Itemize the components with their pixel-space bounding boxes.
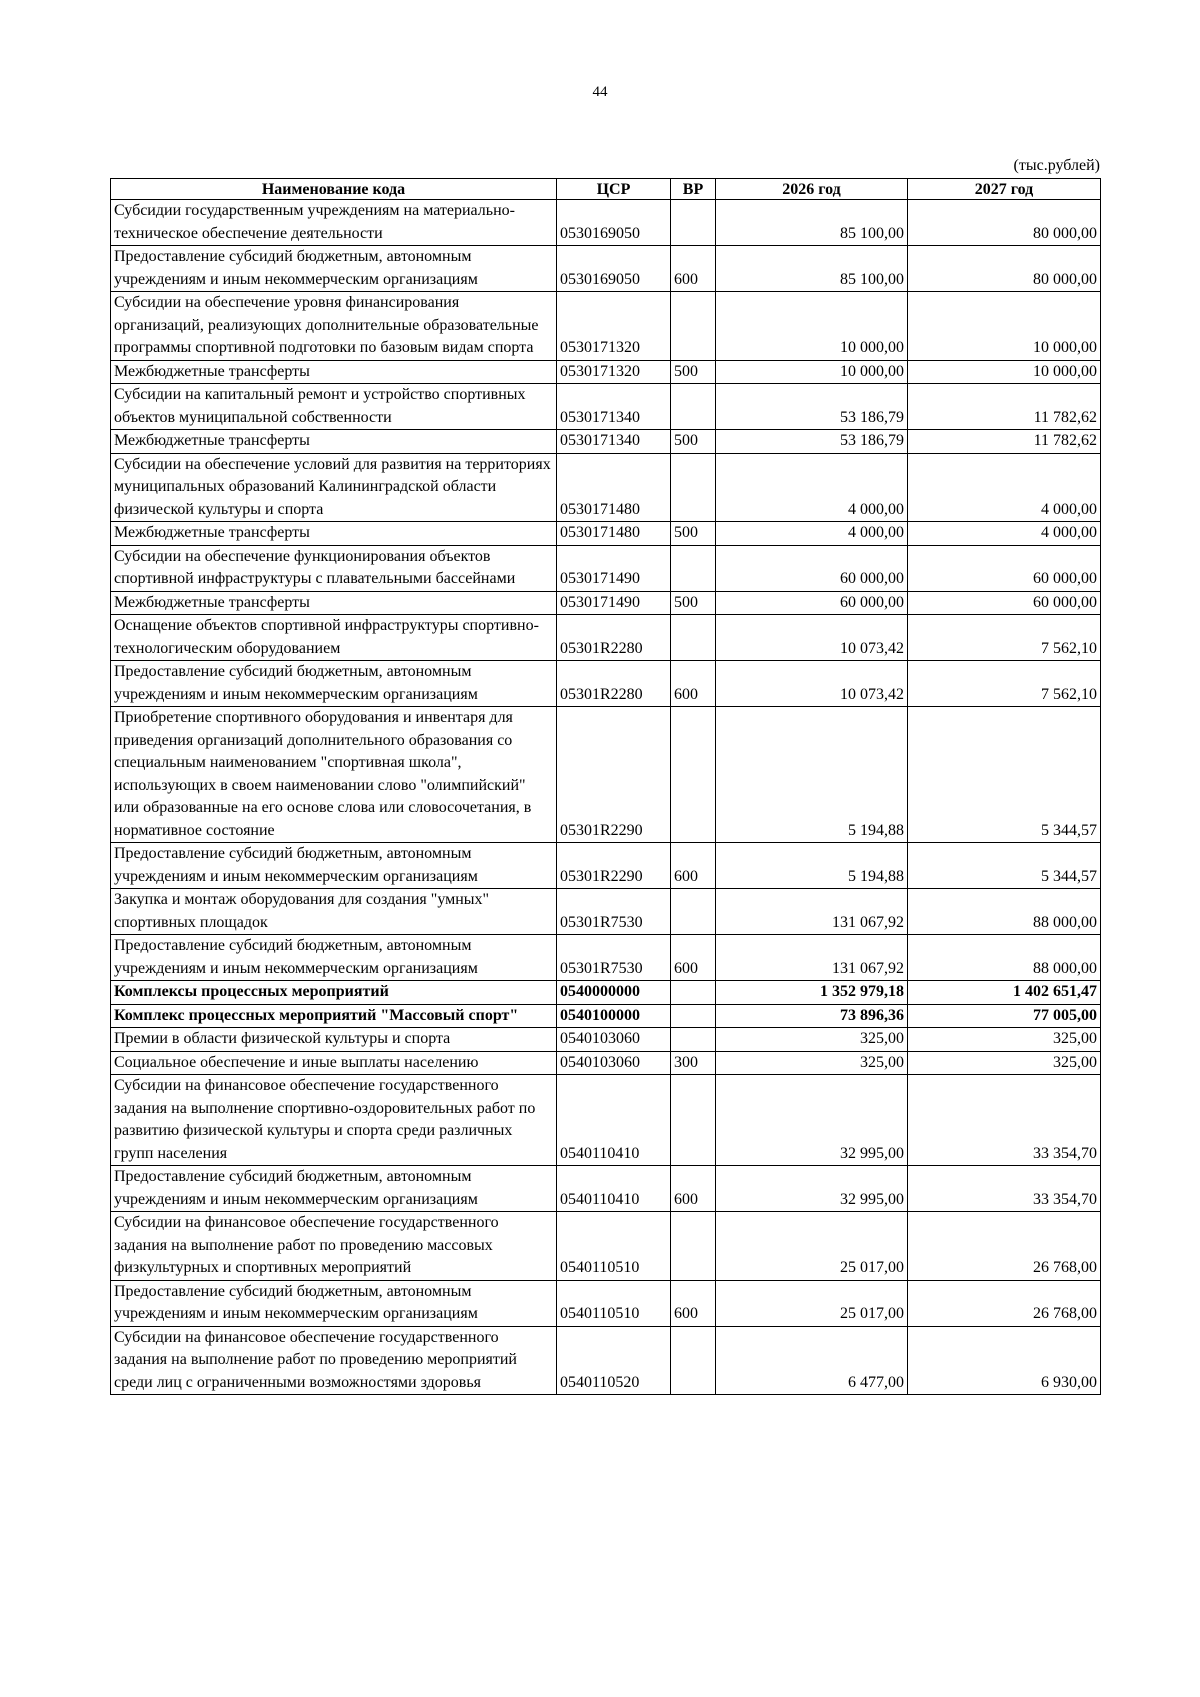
cell-name: Субсидии на обеспечение уровня финансирования организаций, реализующих дополнительные образовательные программы спортивной подготовки по базовым видам спорта	[111, 292, 557, 361]
cell-2027: 5 344,57	[908, 843, 1101, 889]
cell-csr: 05301R7530	[557, 935, 671, 981]
cell-vr	[671, 292, 716, 361]
table-row	[111, 360, 1101, 384]
cell-csr: 05301R2280	[557, 615, 671, 661]
table-row	[111, 889, 1101, 935]
cell-csr: 05301R2290	[557, 707, 671, 843]
table-header-row	[111, 179, 1101, 200]
header-name: Наименование кода	[111, 179, 557, 200]
cell-vr: 600	[671, 661, 716, 707]
table-row	[111, 981, 1101, 1005]
cell-2026: 5 194,88	[716, 843, 908, 889]
units-note: (тыс.рублей)	[1013, 157, 1100, 174]
cell-csr: 0530171490	[557, 591, 671, 615]
cell-2027: 325,00	[908, 1028, 1101, 1052]
cell-2027: 11 782,62	[908, 430, 1101, 454]
cell-2026: 25 017,00	[716, 1280, 908, 1326]
cell-2026: 131 067,92	[716, 889, 908, 935]
cell-2027: 7 562,10	[908, 661, 1101, 707]
table-row	[111, 935, 1101, 981]
cell-name: Субсидии на обеспечение условий для развития на территориях муниципальных образований Калининградской области физической культуры и спорта	[111, 453, 557, 522]
cell-2026: 5 194,88	[716, 707, 908, 843]
cell-vr	[671, 981, 716, 1005]
cell-vr: 300	[671, 1051, 716, 1075]
cell-2026: 325,00	[716, 1051, 908, 1075]
cell-csr: 0540110510	[557, 1212, 671, 1281]
cell-2027: 6 930,00	[908, 1326, 1101, 1395]
table-row	[111, 522, 1101, 546]
cell-2027: 60 000,00	[908, 591, 1101, 615]
cell-2027: 80 000,00	[908, 200, 1101, 246]
header-csr: ЦСР	[557, 179, 671, 200]
cell-csr: 0540100000	[557, 1004, 671, 1028]
cell-csr: 05301R2280	[557, 661, 671, 707]
cell-2026: 4 000,00	[716, 453, 908, 522]
cell-2027: 5 344,57	[908, 707, 1101, 843]
cell-2027: 26 768,00	[908, 1212, 1101, 1281]
cell-name: Межбюджетные трансферты	[111, 360, 557, 384]
cell-2026: 73 896,36	[716, 1004, 908, 1028]
table-row	[111, 545, 1101, 591]
cell-2026: 131 067,92	[716, 935, 908, 981]
cell-2026: 85 100,00	[716, 246, 908, 292]
cell-2026: 325,00	[716, 1028, 908, 1052]
cell-name: Субсидии на обеспечение функционирования объектов спортивной инфраструктуры с плавательными бассейнами	[111, 545, 557, 591]
table-row	[111, 1075, 1101, 1166]
cell-name: Предоставление субсидий бюджетным, автономным учреждениям и иным некоммерческим организациям	[111, 1280, 557, 1326]
cell-2027: 4 000,00	[908, 522, 1101, 546]
cell-vr: 600	[671, 935, 716, 981]
cell-csr: 0540110520	[557, 1326, 671, 1395]
cell-2026: 85 100,00	[716, 200, 908, 246]
table-body	[111, 200, 1101, 1395]
table-row	[111, 453, 1101, 522]
budget-table	[110, 178, 1101, 1395]
cell-name: Межбюджетные трансферты	[111, 522, 557, 546]
cell-name: Предоставление субсидий бюджетным, автономным учреждениям и иным некоммерческим организациям	[111, 246, 557, 292]
cell-vr: 600	[671, 1166, 716, 1212]
table-row	[111, 1326, 1101, 1395]
cell-2027: 7 562,10	[908, 615, 1101, 661]
cell-2027: 88 000,00	[908, 889, 1101, 935]
table-row	[111, 591, 1101, 615]
cell-2026: 6 477,00	[716, 1326, 908, 1395]
table-row	[111, 292, 1101, 361]
table-row	[111, 707, 1101, 843]
cell-2027: 33 354,70	[908, 1166, 1101, 1212]
cell-name: Комплексы процессных мероприятий	[111, 981, 557, 1005]
cell-name: Субсидии на финансовое обеспечение государственного задания на выполнение спортивно-оздоровительных работ по развитию физической культуры и спорта среди различных групп населения	[111, 1075, 557, 1166]
cell-2026: 10 073,42	[716, 661, 908, 707]
cell-2027: 33 354,70	[908, 1075, 1101, 1166]
table-row	[111, 1166, 1101, 1212]
cell-csr: 0540000000	[557, 981, 671, 1005]
cell-name: Предоставление субсидий бюджетным, автономным учреждениям и иным некоммерческим организациям	[111, 1166, 557, 1212]
cell-name: Предоставление субсидий бюджетным, автономным учреждениям и иным некоммерческим организациям	[111, 843, 557, 889]
cell-vr: 500	[671, 430, 716, 454]
cell-name: Премии в области физической культуры и спорта	[111, 1028, 557, 1052]
cell-vr	[671, 1028, 716, 1052]
cell-name: Приобретение спортивного оборудования и инвентаря для приведения организаций дополнительного образования со специальным наименованием "спортивная школа", использующих в своем наименовании слово "олимпийский" или образованные на его основе слова или словосочетания, в нормативное состояние	[111, 707, 557, 843]
cell-2026: 53 186,79	[716, 430, 908, 454]
cell-name: Субсидии на капитальный ремонт и устройство спортивных объектов муниципальной собственности	[111, 384, 557, 430]
cell-2026: 1 352 979,18	[716, 981, 908, 1005]
cell-vr: 600	[671, 1280, 716, 1326]
cell-2026: 60 000,00	[716, 545, 908, 591]
cell-vr: 600	[671, 246, 716, 292]
cell-csr: 0530171480	[557, 453, 671, 522]
cell-2026: 32 995,00	[716, 1075, 908, 1166]
cell-vr	[671, 889, 716, 935]
cell-2026: 25 017,00	[716, 1212, 908, 1281]
cell-2027: 88 000,00	[908, 935, 1101, 981]
cell-vr	[671, 384, 716, 430]
table-row	[111, 1051, 1101, 1075]
cell-vr	[671, 615, 716, 661]
cell-vr	[671, 707, 716, 843]
cell-csr: 0540110410	[557, 1075, 671, 1166]
cell-csr: 0540103060	[557, 1028, 671, 1052]
cell-csr: 05301R7530	[557, 889, 671, 935]
cell-2027: 325,00	[908, 1051, 1101, 1075]
cell-2026: 60 000,00	[716, 591, 908, 615]
cell-vr	[671, 200, 716, 246]
cell-csr: 0530171490	[557, 545, 671, 591]
table-row	[111, 200, 1101, 246]
cell-vr: 600	[671, 843, 716, 889]
cell-2027: 77 005,00	[908, 1004, 1101, 1028]
cell-vr	[671, 1004, 716, 1028]
cell-csr: 0530171340	[557, 384, 671, 430]
cell-vr: 500	[671, 522, 716, 546]
table-row	[111, 843, 1101, 889]
cell-csr: 0530171340	[557, 430, 671, 454]
cell-csr: 0540110410	[557, 1166, 671, 1212]
cell-name: Межбюджетные трансферты	[111, 430, 557, 454]
table-row	[111, 661, 1101, 707]
table-row	[111, 1028, 1101, 1052]
cell-name: Предоставление субсидий бюджетным, автономным учреждениям и иным некоммерческим организациям	[111, 661, 557, 707]
cell-2026: 10 000,00	[716, 292, 908, 361]
cell-csr: 0530171320	[557, 360, 671, 384]
cell-vr	[671, 1326, 716, 1395]
cell-vr: 500	[671, 360, 716, 384]
table-row	[111, 615, 1101, 661]
cell-2027: 10 000,00	[908, 292, 1101, 361]
cell-2026: 10 073,42	[716, 615, 908, 661]
cell-2027: 10 000,00	[908, 360, 1101, 384]
header-vr: ВР	[671, 179, 716, 200]
cell-vr	[671, 545, 716, 591]
table-row	[111, 246, 1101, 292]
cell-2027: 1 402 651,47	[908, 981, 1101, 1005]
page-number: 44	[592, 84, 608, 100]
cell-2027: 60 000,00	[908, 545, 1101, 591]
cell-vr	[671, 1212, 716, 1281]
table-row	[111, 430, 1101, 454]
cell-name: Социальное обеспечение и иные выплаты населению	[111, 1051, 557, 1075]
cell-2026: 4 000,00	[716, 522, 908, 546]
cell-name: Оснащение объектов спортивной инфраструктуры спортивно-технологическим оборудованием	[111, 615, 557, 661]
cell-vr	[671, 1075, 716, 1166]
cell-name: Субсидии на финансовое обеспечение государственного задания на выполнение работ по проведению мероприятий среди лиц с ограниченными возможностями здоровья	[111, 1326, 557, 1395]
cell-name: Закупка и монтаж оборудования для создания "умных" спортивных площадок	[111, 889, 557, 935]
cell-2026: 10 000,00	[716, 360, 908, 384]
table-row	[111, 1004, 1101, 1028]
cell-name: Межбюджетные трансферты	[111, 591, 557, 615]
table-row	[111, 384, 1101, 430]
table-row	[111, 1280, 1101, 1326]
cell-name: Субсидии государственным учреждениям на материально-техническое обеспечение деятельности	[111, 200, 557, 246]
header-2026: 2026 год	[716, 179, 908, 200]
cell-vr: 500	[671, 591, 716, 615]
cell-2026: 53 186,79	[716, 384, 908, 430]
cell-csr: 0530171320	[557, 292, 671, 361]
cell-2027: 26 768,00	[908, 1280, 1101, 1326]
cell-csr: 0540110510	[557, 1280, 671, 1326]
cell-2027: 4 000,00	[908, 453, 1101, 522]
cell-2027: 11 782,62	[908, 384, 1101, 430]
cell-vr	[671, 453, 716, 522]
cell-csr: 0530171480	[557, 522, 671, 546]
cell-csr: 0530169050	[557, 200, 671, 246]
cell-2027: 80 000,00	[908, 246, 1101, 292]
cell-csr: 0540103060	[557, 1051, 671, 1075]
cell-name: Предоставление субсидий бюджетным, автономным учреждениям и иным некоммерческим организациям	[111, 935, 557, 981]
cell-csr: 0530169050	[557, 246, 671, 292]
cell-name: Субсидии на финансовое обеспечение государственного задания на выполнение работ по проведению массовых физкультурных и спортивных мероприятий	[111, 1212, 557, 1281]
cell-2026: 32 995,00	[716, 1166, 908, 1212]
table-row	[111, 1212, 1101, 1281]
header-2027: 2027 год	[908, 179, 1101, 200]
cell-name: Комплекс процессных мероприятий "Массовый спорт"	[111, 1004, 557, 1028]
cell-csr: 05301R2290	[557, 843, 671, 889]
